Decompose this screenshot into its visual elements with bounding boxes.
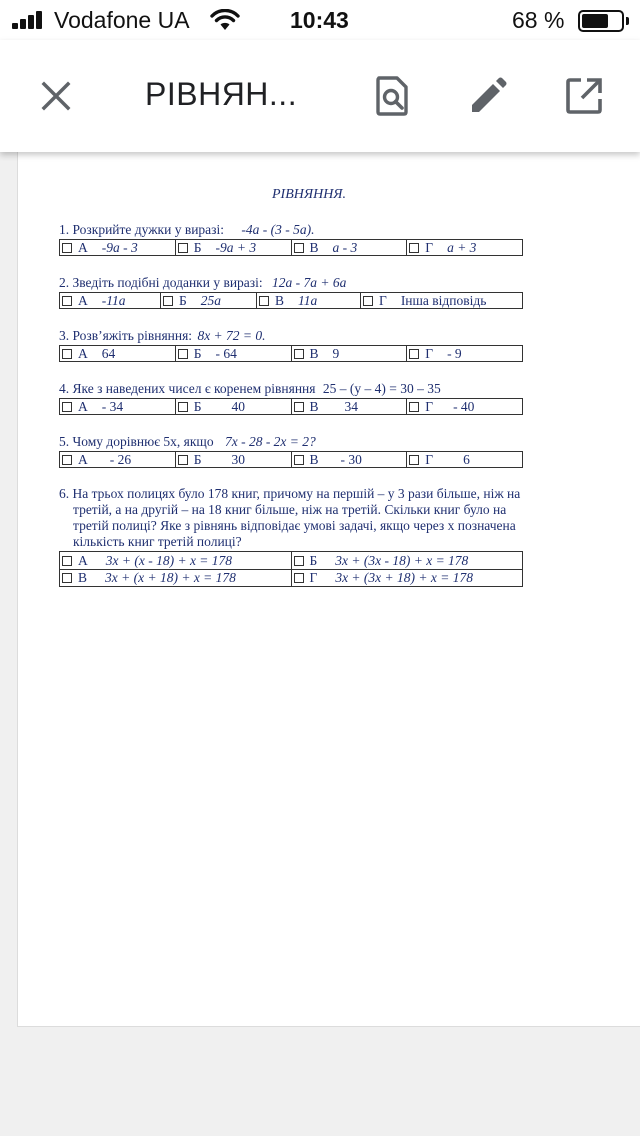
question-expression: -4a - (3 - 5a).	[241, 222, 315, 237]
answer-option[interactable]	[291, 452, 407, 467]
answer-value: 34	[344, 398, 359, 414]
answer-label: А	[78, 398, 88, 414]
question-6	[59, 486, 529, 587]
answer-label: В	[78, 570, 88, 585]
question-text	[59, 275, 529, 291]
answer-label: Г	[425, 451, 434, 467]
checkbox-icon[interactable]	[62, 296, 72, 306]
answer-label: А	[78, 451, 88, 467]
answer-label: Г	[309, 570, 318, 585]
checkbox-icon[interactable]	[259, 296, 269, 306]
answer-option[interactable]	[175, 399, 291, 414]
answer-value: - 9	[447, 345, 462, 361]
answer-option[interactable]	[60, 570, 291, 586]
cellular-signal-icon	[12, 11, 46, 29]
checkbox-icon[interactable]	[294, 573, 304, 583]
checkbox-icon[interactable]	[294, 455, 304, 465]
answer-label: Б	[193, 451, 202, 467]
checkbox-icon[interactable]	[62, 573, 72, 583]
answer-label: Г	[425, 239, 434, 255]
document-title: РІВНЯН...	[145, 76, 298, 112]
answer-value: - 64	[215, 345, 237, 361]
answer-option[interactable]	[160, 293, 256, 308]
answer-row	[59, 345, 523, 362]
answer-option[interactable]	[406, 346, 522, 361]
question-text	[59, 222, 529, 238]
answer-option[interactable]	[291, 570, 523, 586]
question-line: 6. На трьох полицях було 178 книг, причому на першій – у 3 рази більше, ніж на	[59, 486, 521, 501]
checkbox-icon[interactable]	[178, 402, 188, 412]
checkbox-icon[interactable]	[62, 402, 72, 412]
question-3	[59, 328, 529, 362]
answer-option[interactable]	[60, 240, 175, 255]
answer-label: А	[78, 239, 88, 255]
question-line: третій, а на другій – на 18 книг більше, ніж на третій. Скільки книг було на	[73, 502, 507, 517]
answer-value: 40	[231, 398, 246, 414]
question-5	[59, 434, 529, 468]
question-text	[59, 381, 529, 397]
answer-value: Інша відповідь	[400, 292, 487, 308]
answer-label: Б	[193, 239, 202, 255]
question-expression: 25 – (y – 4) = 30 – 35	[322, 381, 441, 396]
answer-label: Б	[193, 398, 202, 414]
answer-value: 3x + (x - 18) + x = 178	[105, 552, 233, 568]
open-in-new-button[interactable]	[556, 68, 612, 124]
question-text	[59, 486, 529, 550]
answer-label: В	[309, 451, 319, 467]
battery-level	[582, 14, 608, 28]
answer-option[interactable]	[406, 399, 522, 414]
open-in-new-icon	[565, 77, 603, 115]
answer-value: -9a + 3	[215, 239, 257, 255]
answer-label: Б	[193, 345, 202, 361]
checkbox-icon[interactable]	[409, 455, 419, 465]
answer-label: Г	[379, 292, 387, 308]
answer-value: 9	[332, 345, 340, 361]
answer-value: - 26	[109, 451, 132, 467]
battery-percent: 68 %	[512, 7, 565, 33]
close-button[interactable]	[28, 68, 84, 124]
answer-row	[59, 239, 523, 256]
answer-grid	[59, 551, 523, 587]
answer-option[interactable]	[256, 293, 360, 308]
checkbox-icon[interactable]	[62, 349, 72, 359]
answer-label: Г	[425, 345, 434, 361]
answer-value: 3x + (3x + 18) + x = 178	[335, 570, 473, 585]
question-line: третій полиці? Яке з рівнянь відповідає умові задачі, якщо через x позначена	[73, 518, 516, 533]
question-4	[59, 381, 529, 415]
find-in-page-button[interactable]	[364, 68, 420, 124]
question-text	[59, 328, 529, 344]
question-prompt: 5. Чому дорівнює 5x, якщо	[59, 434, 214, 449]
answer-option[interactable]	[60, 346, 175, 361]
answer-row	[59, 451, 523, 468]
checkbox-icon[interactable]	[294, 556, 304, 566]
answer-label: В	[309, 345, 319, 361]
answer-option[interactable]	[291, 399, 407, 414]
checkbox-icon[interactable]	[178, 455, 188, 465]
answer-option[interactable]	[60, 399, 175, 414]
checkbox-icon[interactable]	[62, 243, 72, 253]
answer-value: 11a	[298, 292, 318, 308]
answer-value: - 40	[453, 398, 475, 414]
answer-value: 30	[231, 451, 246, 467]
answer-option[interactable]	[175, 452, 291, 467]
answer-value: - 30	[340, 451, 362, 467]
answer-option[interactable]	[175, 240, 291, 255]
question-expression: 12a - 7a + 6a	[272, 275, 347, 290]
answer-label: А	[78, 345, 88, 361]
checkbox-icon[interactable]	[163, 296, 173, 306]
answer-option[interactable]	[60, 452, 175, 467]
answer-value: - 34	[101, 398, 124, 414]
answer-value: -11a	[101, 292, 126, 308]
answer-option[interactable]	[406, 240, 522, 255]
answer-option[interactable]	[406, 452, 522, 467]
answer-value: 3x + (3x - 18) + x = 178	[335, 552, 469, 568]
answer-value: -9a - 3	[101, 239, 138, 255]
checkbox-icon[interactable]	[409, 349, 419, 359]
answer-option[interactable]	[291, 552, 523, 569]
question-1	[59, 222, 529, 256]
answer-label: Б	[179, 292, 187, 308]
checkbox-icon[interactable]	[409, 243, 419, 253]
question-text	[59, 434, 529, 450]
answer-option[interactable]	[291, 240, 407, 255]
battery-icon	[578, 10, 624, 32]
answer-row	[59, 292, 523, 309]
answer-option[interactable]	[60, 552, 291, 569]
answer-option[interactable]	[175, 346, 291, 361]
find-in-page-icon	[375, 76, 409, 116]
answer-option[interactable]	[60, 293, 160, 308]
answer-option[interactable]	[360, 293, 522, 308]
edit-pencil-icon	[469, 77, 507, 115]
answer-row	[60, 569, 522, 586]
checkbox-icon[interactable]	[178, 243, 188, 253]
answer-row	[59, 398, 523, 415]
answer-label: Б	[309, 552, 318, 568]
edit-button[interactable]	[460, 68, 516, 124]
answer-label: В	[309, 239, 319, 255]
status-bar	[0, 0, 640, 40]
question-expression: 7x - 28 - 2x = 2?	[224, 434, 316, 449]
checkbox-icon[interactable]	[409, 402, 419, 412]
answer-label: А	[78, 552, 88, 568]
checkbox-icon[interactable]	[294, 349, 304, 359]
answer-value: 25a	[200, 292, 222, 308]
question-prompt: 2. Зведіть подібні доданки у виразі:	[59, 275, 263, 290]
question-prompt: 3. Розв’яжіть рівняння:	[59, 328, 193, 343]
question-expression: 8x + 72 = 0.	[197, 328, 266, 343]
answer-row	[60, 552, 522, 569]
checkbox-icon[interactable]	[62, 556, 72, 566]
checkbox-icon[interactable]	[294, 243, 304, 253]
worksheet-title: РІВНЯННЯ.	[272, 187, 346, 202]
answer-value: a + 3	[447, 239, 477, 255]
clock: 10:43	[290, 7, 349, 33]
viewer-toolbar	[0, 40, 640, 152]
question-2	[59, 275, 529, 309]
checkbox-icon[interactable]	[363, 296, 373, 306]
checkbox-icon[interactable]	[178, 349, 188, 359]
answer-label: Г	[425, 398, 434, 414]
answer-label: В	[309, 398, 319, 414]
checkbox-icon[interactable]	[62, 455, 72, 465]
answer-value: a - 3	[332, 239, 358, 255]
question-line: кількість книг третій полиці?	[73, 534, 242, 549]
answer-option[interactable]	[291, 346, 407, 361]
checkbox-icon[interactable]	[294, 402, 304, 412]
answer-value: 3x + (x + 18) + x = 178	[105, 570, 236, 585]
answer-label: В	[275, 292, 285, 308]
wifi-icon	[210, 9, 240, 31]
answer-value: 64	[101, 345, 116, 361]
answer-value: 6	[463, 451, 470, 467]
battery-nub	[626, 17, 629, 25]
answer-label: А	[78, 292, 88, 308]
question-prompt: 4. Яке з наведених чисел є коренем рівняння	[59, 381, 316, 396]
close-icon	[40, 80, 72, 112]
carrier-name: Vodafone UA	[54, 7, 190, 33]
question-prompt: 1. Розкрийте дужки у виразі:	[59, 222, 225, 237]
